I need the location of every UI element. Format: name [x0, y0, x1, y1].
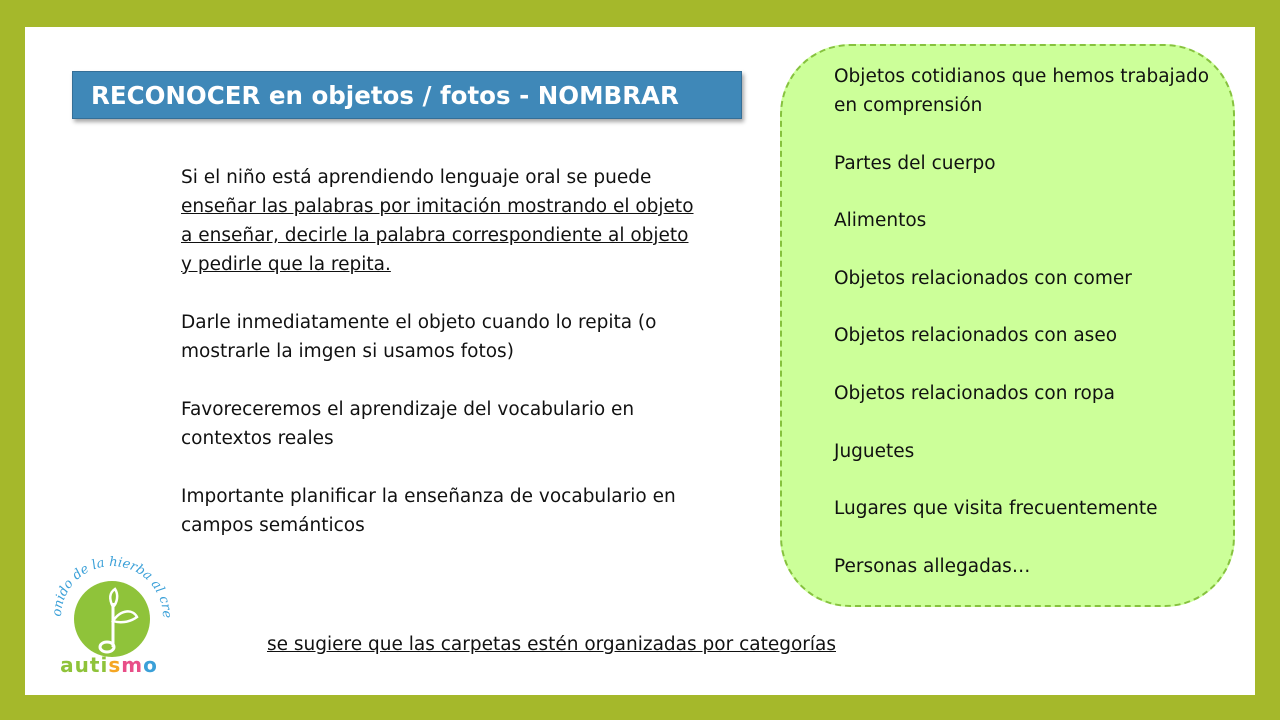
slide-title: RECONOCER en objetos / fotos - NOMBRAR — [72, 71, 742, 119]
paragraph-2: Darle inmediatamente el objeto cuando lo repita (o mostrarle la imgen si usamos fotos) — [181, 312, 657, 362]
body-text — [181, 163, 701, 569]
paragraph-1-intro: Si el niño está aprendiendo lenguaje oral se puede — [181, 167, 652, 188]
logo-word — [50, 653, 168, 677]
category-item: Juguetes — [834, 440, 915, 462]
category-item: Lugares que visita frecuentemente — [834, 498, 1158, 520]
category-item: Objetos relacionados con comer — [834, 267, 1132, 289]
category-item: Objetos cotidianos que hemos trabajado en comprensión — [834, 66, 1210, 116]
paragraph-3: Favoreceremos el aprendizaje del vocabulario en contextos reales — [181, 399, 635, 449]
slide — [25, 27, 1255, 695]
paragraph-1 — [181, 163, 701, 279]
logo-arc-text: onido de la hierba al cre — [49, 554, 175, 619]
paragraph-1-underlined: enseñar las palabras por imitación mostrando el objeto a enseñar, decirle la palabra correspondiente al objeto y pedirle que la repita. — [181, 196, 694, 275]
logo-letter: s — [108, 653, 122, 677]
category-item: Partes del cuerpo — [834, 152, 996, 174]
logo-letter: i — [100, 653, 109, 677]
logo-letter: o — [143, 653, 158, 677]
logo-mark-icon — [47, 547, 177, 657]
categories-list — [834, 62, 1224, 609]
footer-note: se sugiere que las carpetas estén organizadas por categorías — [267, 634, 836, 655]
category-item: Objetos relacionados con ropa — [834, 382, 1115, 404]
logo-letter: t — [89, 653, 101, 677]
category-item: Alimentos — [834, 210, 927, 232]
logo-letter: a — [60, 653, 75, 677]
logo-letter: m — [121, 653, 144, 677]
paragraph-4: Importante planificar la enseñanza de vocabulario en campos semánticos — [181, 486, 676, 536]
logo-letter: u — [74, 653, 90, 677]
category-item: Personas allegadas… — [834, 555, 1031, 577]
category-item: Objetos relacionados con aseo — [834, 325, 1118, 347]
categories-box — [780, 44, 1235, 607]
